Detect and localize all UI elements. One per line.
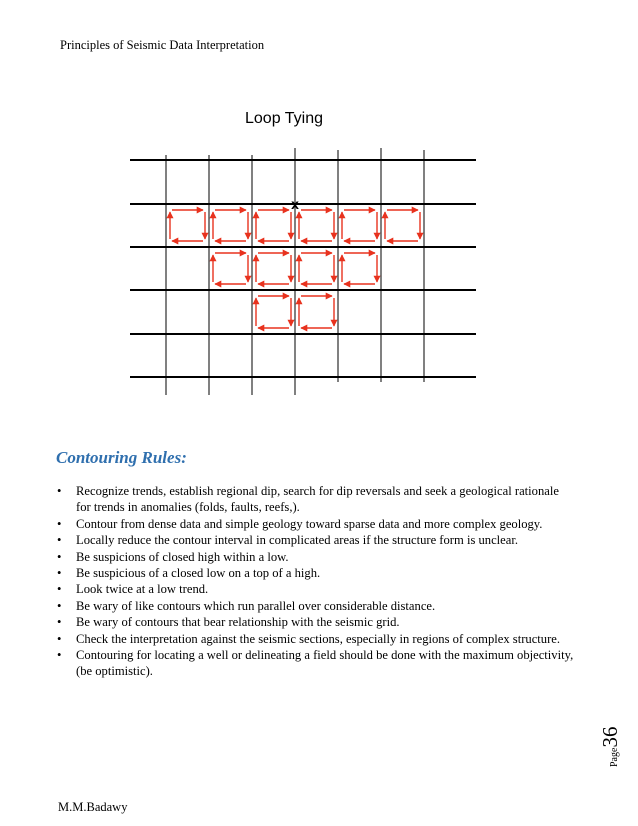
bullet: • [57,484,62,498]
bullet: • [57,549,62,564]
tie-loop [299,296,334,328]
tie-loop [342,253,377,284]
page-header: Principles of Seismic Data Interpretation [60,38,265,52]
rule-text: Be wary of contours that bear relationship with the seismic grid. [76,615,400,630]
list-item [56,647,576,680]
tie-loop [299,210,334,241]
list-item [56,631,576,647]
tie-point-marker: x [291,196,299,212]
tie-loop [385,210,420,241]
bullet: • [57,582,62,597]
bullet: • [57,615,62,630]
diagram-title: Loop Tying [245,110,323,127]
bullet: • [57,566,62,581]
list-item [56,532,576,548]
bullet: • [57,533,62,548]
rule-text: Contouring for locating a well or delineating a field should be done with the maximum objectivity, (be optimistic). [76,648,574,679]
page-number-label: Page [609,747,620,767]
list-item [56,483,576,516]
bullet: • [57,516,62,531]
bullet: • [57,598,62,613]
rule-text: Be wary of like contours which run parallel over considerable distance. [76,598,436,613]
section-title: Contouring Rules: [56,448,187,467]
page-number-value: 36 [598,726,622,748]
tie-loop [213,253,248,284]
bullet: • [57,631,62,646]
rule-text: Locally reduce the contour interval in complicated areas if the structure form is unclear. [76,533,518,548]
page-footer: M.M.Badawy [58,800,128,814]
list-item [56,614,576,630]
list-item [56,598,576,614]
page-number [592,715,638,765]
rule-text: Contour from dense data and simple geology toward sparse data and more complex geology. [76,516,543,531]
rule-text: Be suspicious of a closed low on a top of a high. [76,566,321,581]
tie-loop [342,210,377,241]
rule-text: Be suspicions of closed high within a low. [76,549,289,564]
tie-loop [256,296,291,328]
rule-text: Recognize trends, establish regional dip, search for dip reversals and seek a geological rationale for trends in anomalies (folds, faults, reefs,). [76,484,559,515]
tie-loop [256,210,291,241]
list-item [56,565,576,581]
list-item [56,581,576,597]
tie-loop [213,210,248,241]
list-item [56,549,576,565]
tie-loop [170,210,205,241]
list-item [56,516,576,532]
bullet: • [57,648,62,663]
rule-text: Check the interpretation against the seismic sections, especially in regions of complex structure. [76,631,561,646]
tie-loop [299,253,334,284]
contouring-rules-list [56,483,576,680]
seismic-grid [130,148,476,395]
rule-text: Look twice at a low trend. [76,582,209,597]
tie-loop [256,253,291,284]
